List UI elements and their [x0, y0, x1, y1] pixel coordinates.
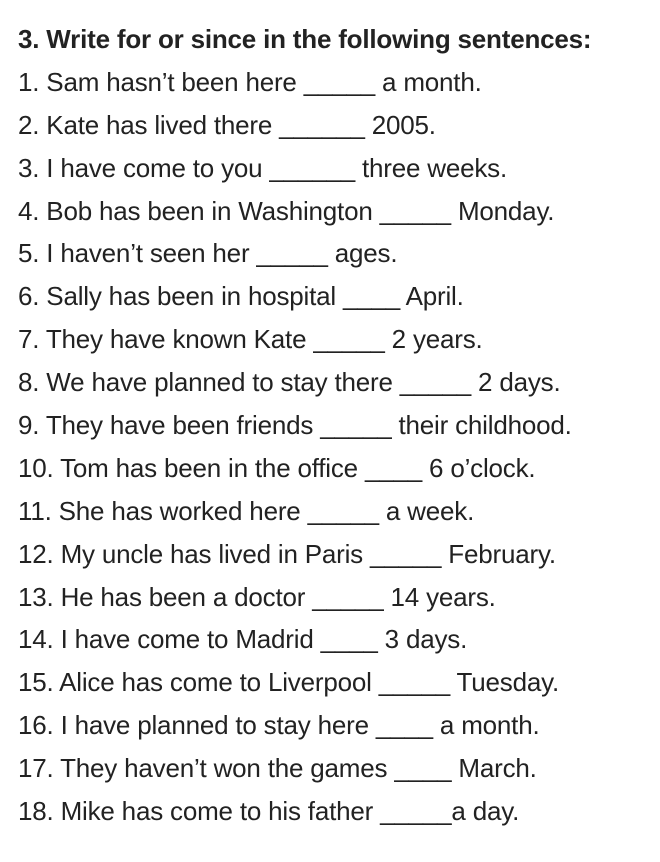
exercise-title: 3. Write for or since in the following sentences:: [18, 24, 592, 54]
sentence-item: 9. They have been friends _____ their childhood.: [18, 410, 572, 441]
sentence-item: 8. We have planned to stay there _____ 2 days.: [18, 367, 561, 398]
sentence-item: 18. Mike has come to his father _____a day.: [18, 796, 520, 827]
sentence-item: 17. They haven’t won the games ____ March.: [18, 753, 537, 784]
sentence-item: 7. They have known Kate _____ 2 years.: [18, 324, 483, 355]
sentence-item: 6. Sally has been in hospital ____ April.: [18, 281, 464, 312]
sentence-item: 12. My uncle has lived in Paris _____ February.: [18, 538, 556, 569]
sentence-item: 1. Sam hasn’t been here _____ a month.: [18, 66, 482, 97]
sentence-item: 16. I have planned to stay here ____ a month.: [18, 710, 540, 741]
sentence-list: [18, 67, 660, 826]
sentence-item: 4. Bob has been in Washington _____ Monday.: [18, 195, 555, 226]
sentence-item: 15. Alice has come to Liverpool _____ Tuesday.: [18, 667, 560, 698]
sentence-item: 10. Tom has been in the office ____ 6 o’clock.: [18, 452, 536, 483]
sentence-item: 5. I haven’t seen her _____ ages.: [18, 238, 398, 269]
sentence-item: 3. I have come to you ______ three weeks.: [18, 152, 507, 183]
sentence-item: 13. He has been a doctor _____ 14 years.: [18, 581, 496, 612]
sentence-item: 2. Kate has lived there ______ 2005.: [18, 109, 436, 140]
sentence-item: 11. She has worked here _____ a week.: [18, 495, 475, 526]
sentence-item: 14. I have come to Madrid ____ 3 days.: [18, 624, 468, 655]
